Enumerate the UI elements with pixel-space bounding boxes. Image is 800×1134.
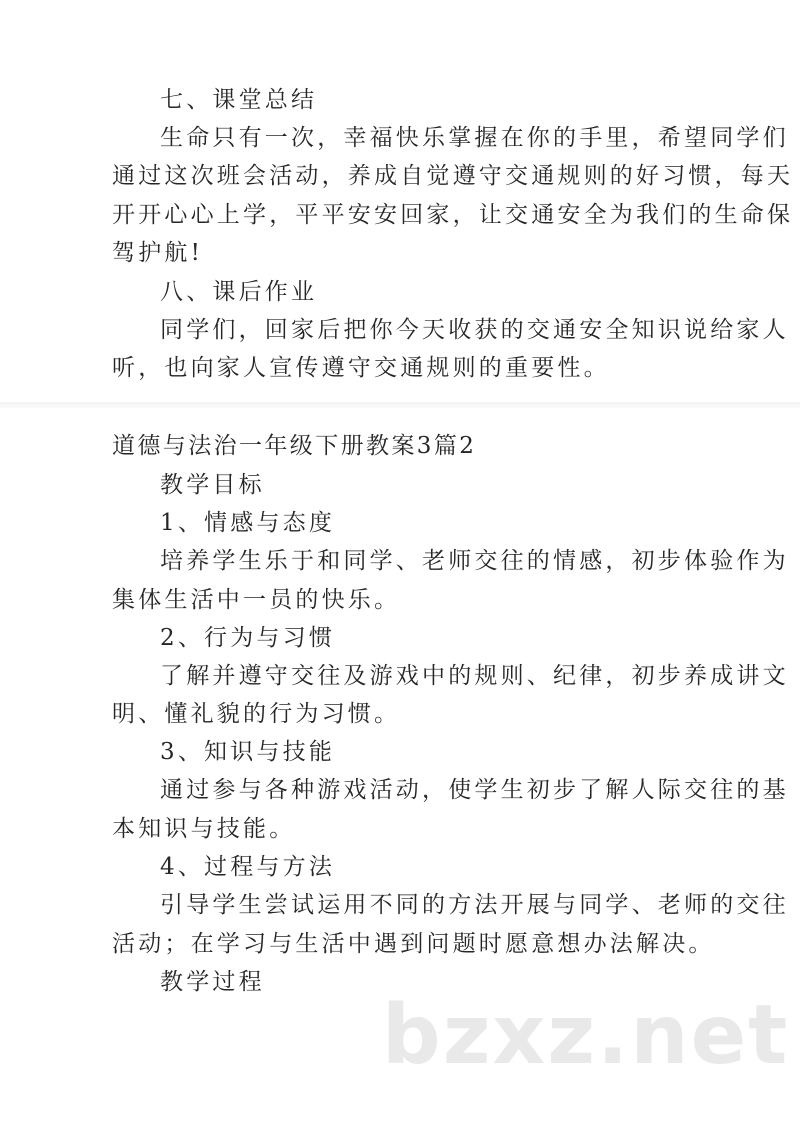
watermark-logo: bzxz.net xyxy=(382,988,790,1083)
paragraph-line: 通过参与各种游戏活动，使学生初步了解人际交往的基 xyxy=(160,777,789,803)
paragraph-line: 引导学生尝试运用不同的方法开展与同学、老师的交往 xyxy=(160,892,789,918)
paragraph-line: 了解并遵守交往及游戏中的规则、纪律，初步养成讲文 xyxy=(160,663,789,689)
paragraph-line: 同学们，回家后把你今天收获的交通安全知识说给家人 xyxy=(160,317,789,343)
paragraph-line: 活动；在学习与生活中遇到问题时愿意想办法解决。 xyxy=(112,931,715,957)
paragraph-line: 本知识与技能。 xyxy=(112,816,296,842)
item1-heading: 1、情感与态度 xyxy=(160,510,336,536)
paragraph-line: 培养学生乐于和同学、老师交往的情感，初步体验作为 xyxy=(160,548,789,574)
section8-heading: 八、课后作业 xyxy=(160,279,318,305)
objectives-heading: 教学目标 xyxy=(160,472,265,498)
item3-heading: 3、知识与技能 xyxy=(160,739,336,765)
item4-heading: 4、过程与方法 xyxy=(160,854,336,880)
section7-heading: 七、课堂总结 xyxy=(160,87,318,113)
page-top xyxy=(0,0,800,402)
paragraph-line: 开开心心上学，平平安安回家，让交通安全为我们的生命保 xyxy=(112,202,794,228)
process-heading: 教学过程 xyxy=(160,969,265,995)
item2-heading: 2、行为与习惯 xyxy=(160,625,336,651)
paragraph-line: 通过这次班会活动，养成自觉遵守交通规则的好习惯，每天 xyxy=(112,163,794,189)
paragraph-line: 听，也向家人宣传遵守交通规则的重要性。 xyxy=(112,355,610,381)
document-title: 道德与法治一年级下册教案3篇2 xyxy=(112,433,477,459)
paragraph-line: 生命只有一次，幸福快乐掌握在你的手里，希望同学们 xyxy=(160,125,789,151)
paragraph-line: 明、懂礼貌的行为习惯。 xyxy=(112,701,401,727)
paragraph-line: 集体生活中一员的快乐。 xyxy=(112,587,401,613)
paragraph-line: 驾护航! xyxy=(112,240,204,266)
